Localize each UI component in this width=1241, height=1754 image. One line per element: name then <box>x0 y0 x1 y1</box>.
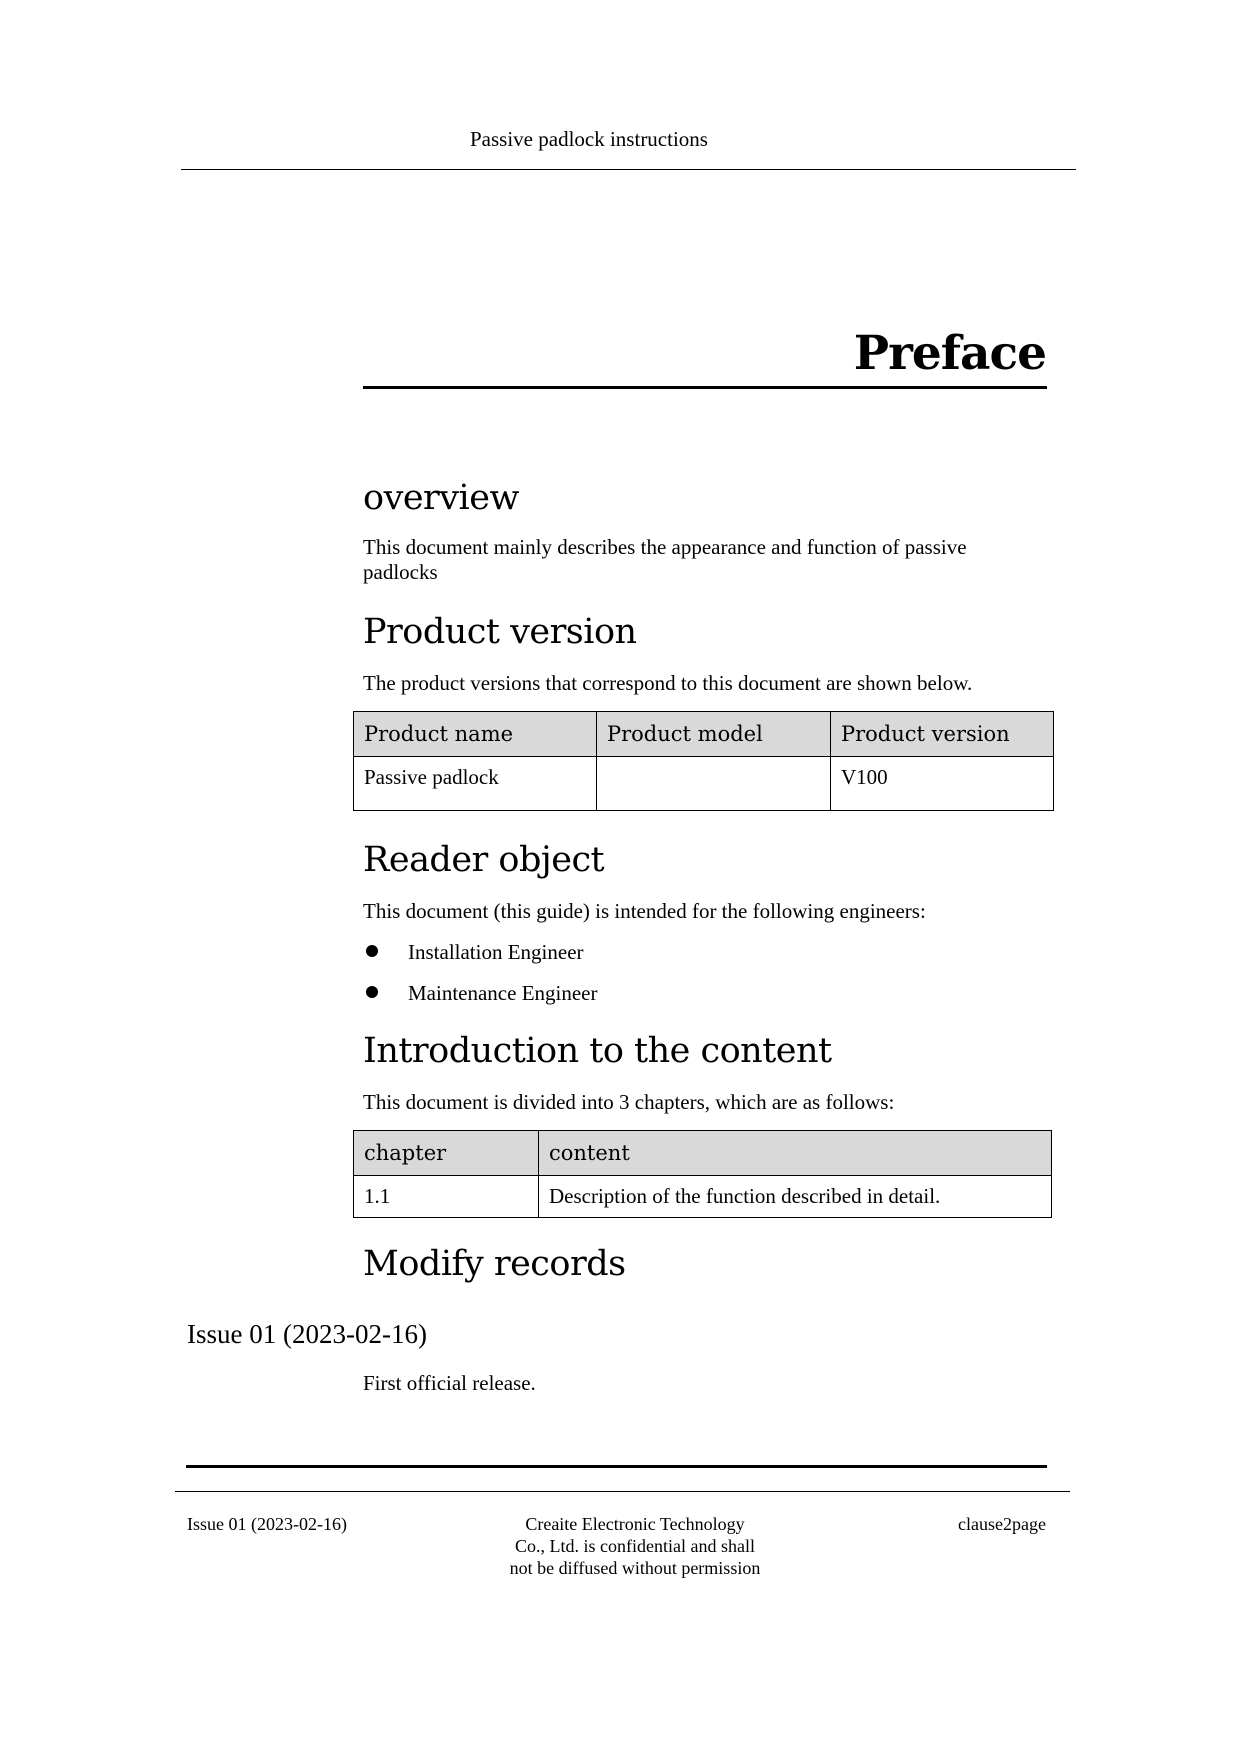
table-header-cell: chapter <box>354 1131 539 1176</box>
product-version-table <box>353 711 1054 811</box>
table-header-cell: Product version <box>831 712 1054 757</box>
reader-object-intro: This document (this guide) is intended for the following engineers: <box>363 899 926 923</box>
issue-heading: Issue 01 (2023-02-16) <box>187 1319 427 1349</box>
table-header-cell: Product model <box>597 712 831 757</box>
list-item <box>363 940 584 965</box>
footer-rule-thick <box>186 1465 1047 1468</box>
running-header: Passive padlock instructions <box>470 127 708 151</box>
content-intro-text: This document is divided into 3 chapters, which are as follows: <box>363 1090 895 1114</box>
title-rule <box>363 386 1047 389</box>
table-cell: V100 <box>831 757 1054 811</box>
table-row <box>354 757 1054 811</box>
bullet-dot <box>366 945 378 957</box>
content-intro-heading: Introduction to the content <box>363 1031 832 1071</box>
table-cell: 1.1 <box>354 1176 539 1218</box>
modify-records-heading: Modify records <box>363 1244 626 1284</box>
footer-line: Creaite Electronic Technology <box>525 1514 745 1534</box>
list-item-label: Maintenance Engineer <box>408 981 598 1005</box>
overview-text: This document mainly describes the appearance and function of passive padlocks <box>363 535 967 584</box>
footer-page-label: clause2page <box>958 1514 1046 1534</box>
table-header-cell: content <box>539 1131 1052 1176</box>
product-version-intro: The product versions that correspond to this document are shown below. <box>363 671 973 695</box>
reader-object-heading: Reader object <box>363 840 605 880</box>
table-cell: Description of the function described in detail. <box>539 1176 1052 1218</box>
footer-confidentiality <box>490 1513 780 1579</box>
footer-rule-thin <box>175 1491 1070 1492</box>
page-title: Preface <box>853 326 1046 381</box>
footer-issue: Issue 01 (2023-02-16) <box>187 1514 347 1534</box>
table-header-cell: Product name <box>354 712 597 757</box>
list-item <box>363 981 598 1006</box>
footer-line: Co., Ltd. is confidential and shall <box>515 1536 755 1556</box>
chapter-table <box>353 1130 1052 1218</box>
bullet-dot <box>366 986 378 998</box>
product-version-heading: Product version <box>363 612 637 652</box>
list-item-label: Installation Engineer <box>408 940 584 964</box>
table-row <box>354 1176 1052 1218</box>
table-cell: Passive padlock <box>354 757 597 811</box>
footer-line: not be diffused without permission <box>509 1558 761 1578</box>
issue-text: First official release. <box>363 1371 536 1395</box>
table-cell <box>597 757 831 811</box>
overview-heading: overview <box>363 478 519 518</box>
header-rule <box>181 169 1076 170</box>
